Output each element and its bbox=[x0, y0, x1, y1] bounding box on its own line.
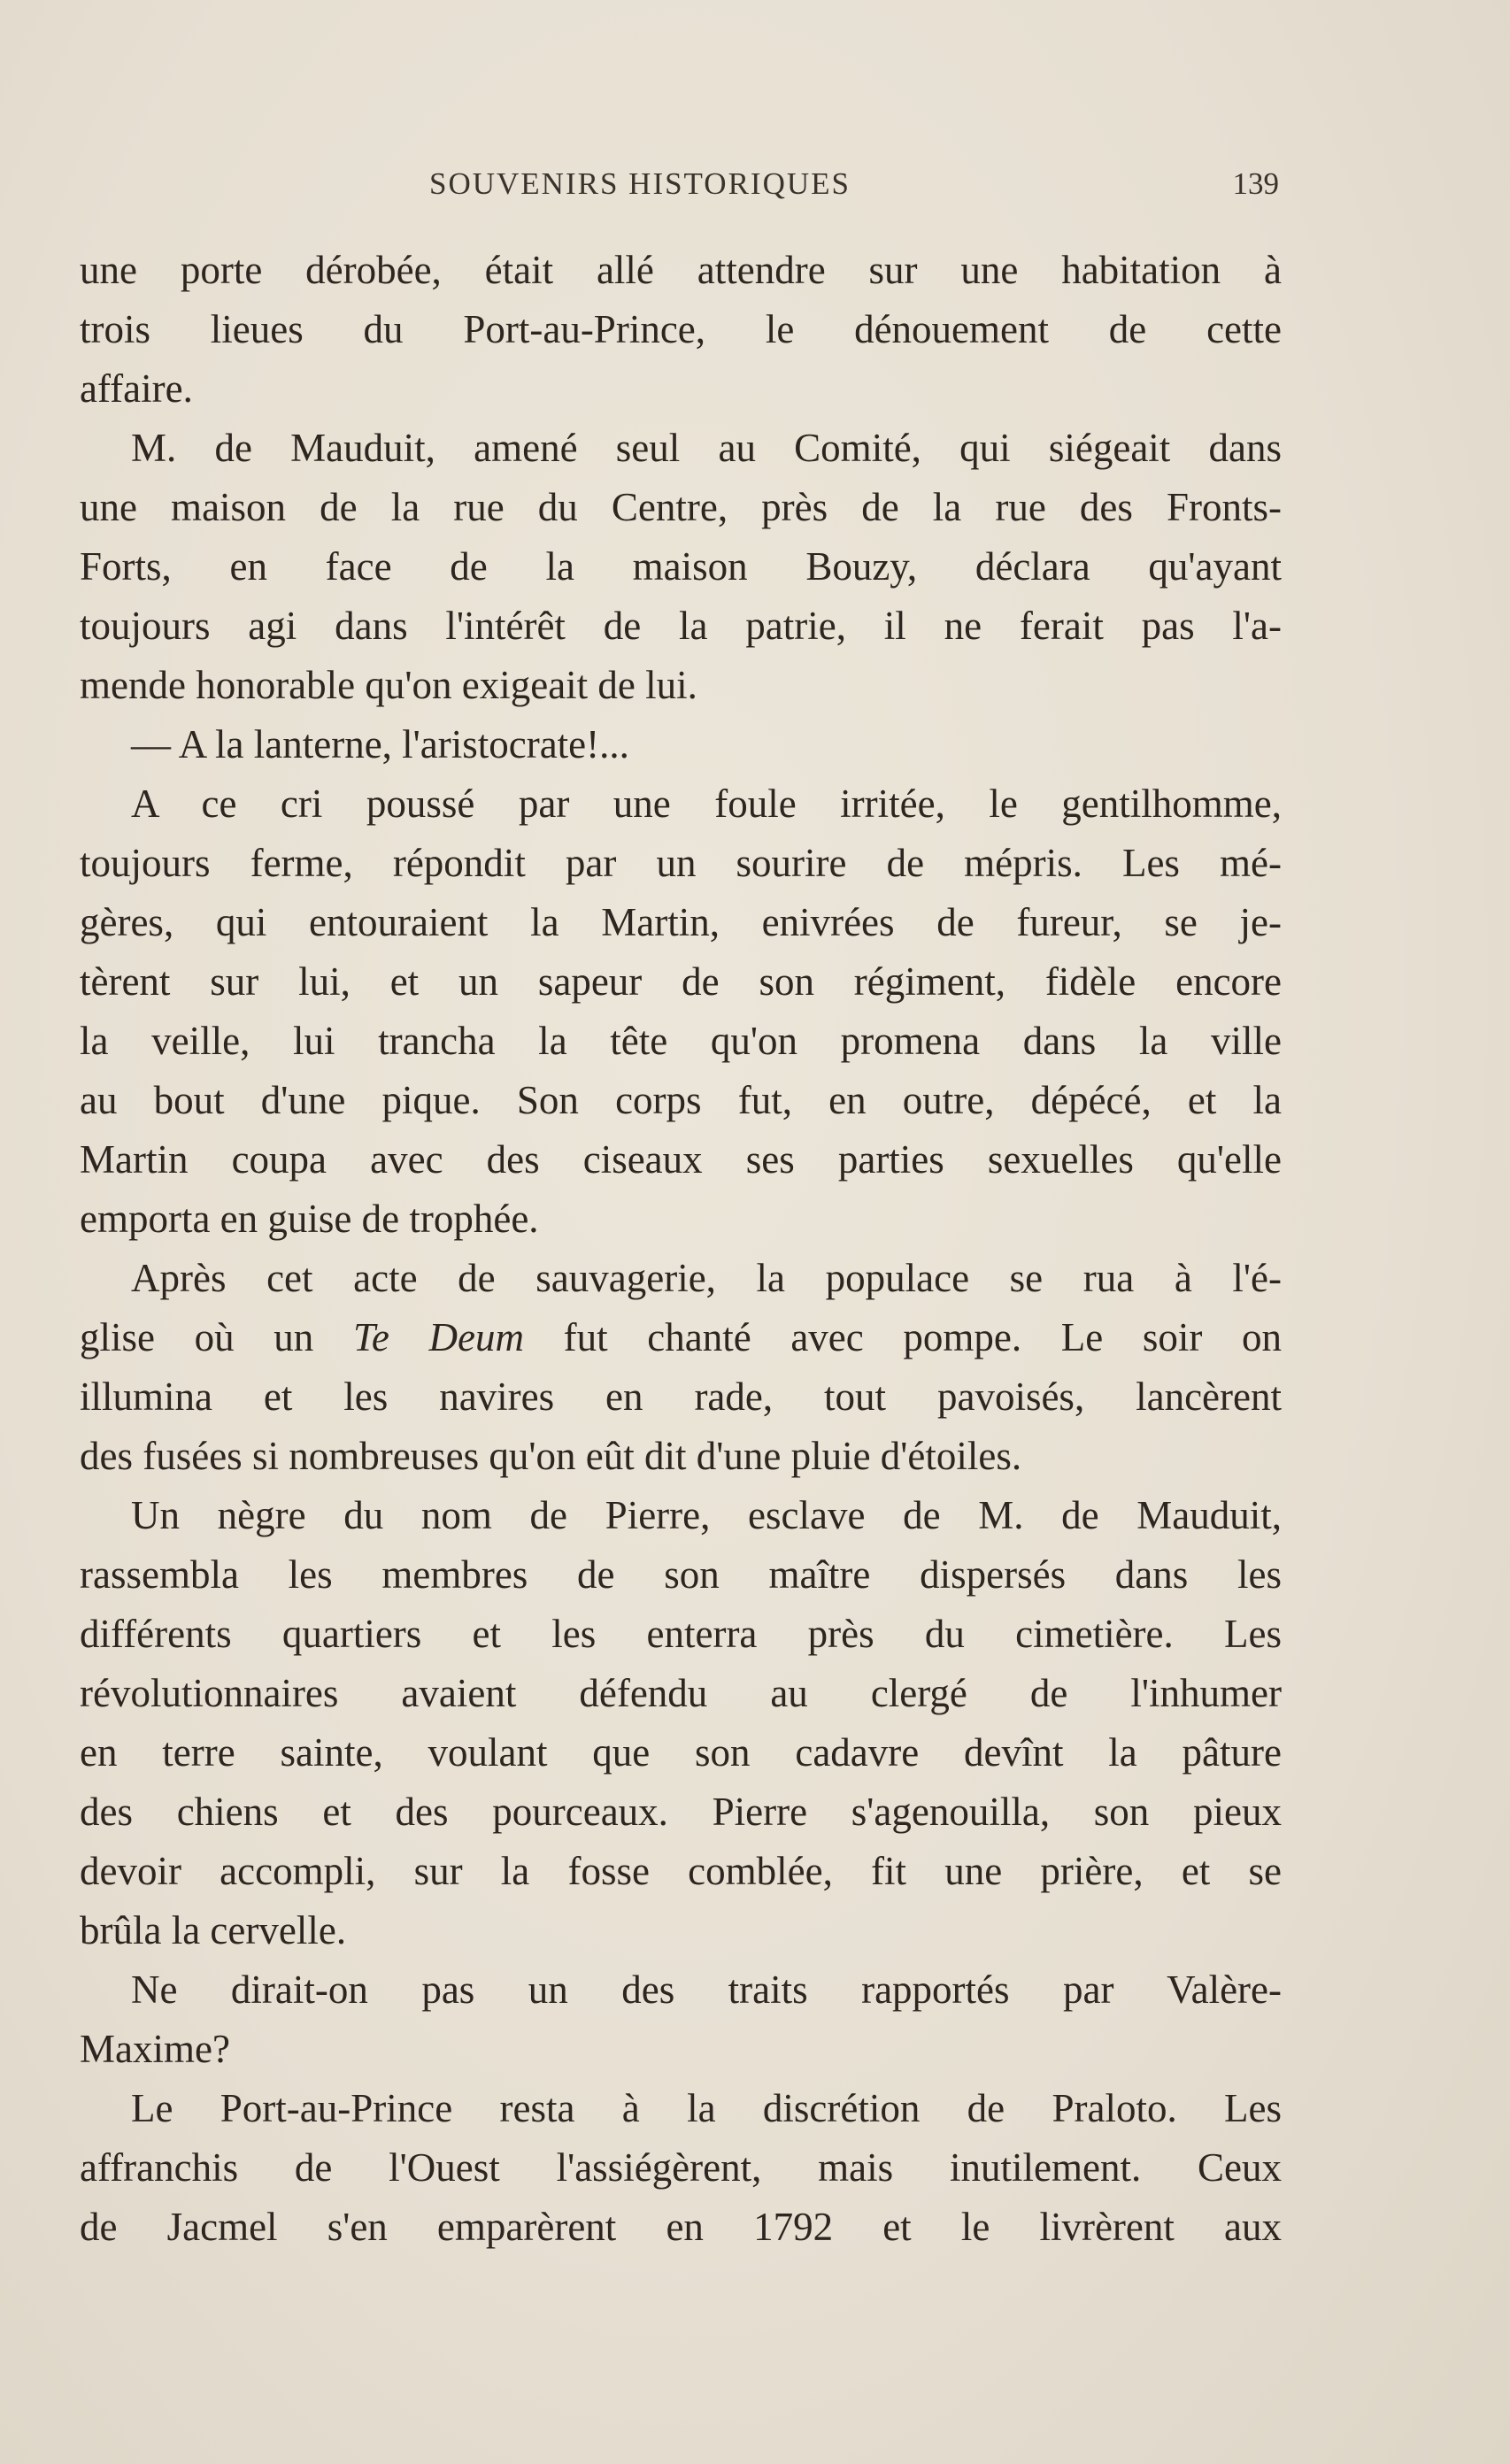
text-line: de Jacmel s'en emparèrent en 1792 et le livrèrent aux bbox=[80, 2205, 1282, 2249]
text-line: des chiens et des pourceaux. Pierre s'agenouilla, son pieux bbox=[80, 1790, 1282, 1834]
text-line: trois lieues du Port-au-Prince, le dénouement de cette bbox=[80, 307, 1282, 351]
text-line: des fusées si nombreuses qu'on eût dit d'une pluie d'étoiles. bbox=[80, 1434, 1022, 1478]
text-line: au bout d'une pique. Son corps fut, en outre, dépécé, et la bbox=[80, 1078, 1282, 1122]
text-line: illumina et les navires en rade, tout pavoisés, lancèrent bbox=[80, 1374, 1282, 1419]
running-title: SOUVENIRS HISTORIQUES bbox=[429, 166, 851, 201]
text-line: — A la lanterne, l'aristocrate!... bbox=[131, 722, 629, 766]
text-line: brûla la cervelle. bbox=[80, 1908, 347, 1952]
text-line bbox=[80, 1308, 1282, 1367]
text-line: devoir accompli, sur la fosse comblée, fit une prière, et se bbox=[80, 1849, 1282, 1893]
text-line: Le Port-au-Prince resta à la discrétion de Praloto. Les bbox=[131, 2086, 1282, 2130]
text-line: Maxime? bbox=[80, 2027, 230, 2071]
page-number: 139 bbox=[1232, 166, 1279, 201]
text-line: une porte dérobée, était allé attendre sur une habitation à bbox=[80, 248, 1282, 292]
text-line: différents quartiers et les enterra près du cimetière. Les bbox=[80, 1612, 1282, 1656]
text-line: en terre sainte, voulant que son cadavre devînt la pâture bbox=[80, 1730, 1282, 1775]
text-line: Forts, en face de la maison Bouzy, déclara qu'ayant bbox=[80, 544, 1282, 589]
text-line: emporta en guise de trophée. bbox=[80, 1197, 539, 1241]
text-line: une maison de la rue du Centre, près de la rue des Fronts- bbox=[80, 485, 1282, 529]
body-text bbox=[80, 241, 1282, 2257]
text-line: rassembla les membres de son maître dispersés dans les bbox=[80, 1552, 1282, 1597]
text-line: affranchis de l'Ouest l'assiégèrent, mais inutilement. Ceux bbox=[80, 2145, 1282, 2190]
text-line: Martin coupa avec des ciseaux ses parties sexuelles qu'elle bbox=[80, 1137, 1282, 1182]
text-line: Après cet acte de sauvagerie, la populace se rua à l'é- bbox=[131, 1256, 1282, 1300]
text-line: Un nègre du nom de Pierre, esclave de M. de Mauduit, bbox=[131, 1493, 1282, 1537]
text-line: tèrent sur lui, et un sapeur de son régiment, fidèle encore bbox=[80, 959, 1282, 1004]
text-line: affaire. bbox=[80, 366, 193, 411]
text-line: Ne dirait-on pas un des traits rapportés par Valère- bbox=[131, 1967, 1282, 2012]
italic-phrase: Te Deum bbox=[352, 1315, 524, 1359]
text-line: mende honorable qu'on exigeait de lui. bbox=[80, 663, 697, 707]
text-line: toujours ferme, répondit par un sourire de mépris. Les mé- bbox=[80, 841, 1282, 885]
text-line: A ce cri poussé par une foule irritée, le gentilhomme, bbox=[131, 782, 1282, 826]
text-segment: fut chanté avec pompe. Le soir on bbox=[563, 1315, 1283, 1359]
text-segment: glise où un bbox=[80, 1315, 314, 1359]
text-line: toujours agi dans l'intérêt de la patrie, il ne ferait pas l'a- bbox=[80, 604, 1282, 648]
page-header bbox=[84, 166, 1279, 211]
text-line: gères, qui entouraient la Martin, enivrées de fureur, se je- bbox=[80, 900, 1282, 944]
text-line: la veille, lui trancha la tête qu'on promena dans la ville bbox=[80, 1019, 1282, 1063]
text-line: révolutionnaires avaient défendu au clergé de l'inhumer bbox=[80, 1671, 1282, 1715]
text-line: M. de Mauduit, amené seul au Comité, qui siégeait dans bbox=[131, 426, 1282, 470]
